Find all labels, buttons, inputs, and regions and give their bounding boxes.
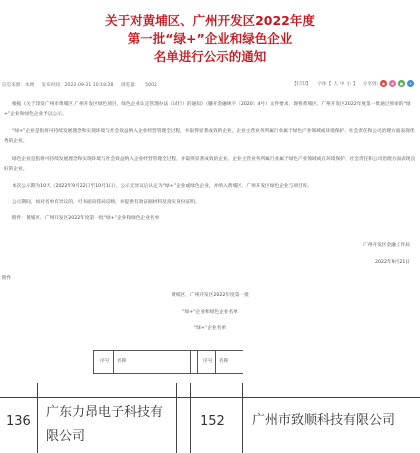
attachment-title-2: “绿+”企业和绿色企业名单 (182, 310, 238, 315)
attachment-label: 附件 (2, 276, 12, 281)
print-link[interactable]: 【打印】 (292, 81, 311, 87)
attachment-title-1: 黄埔区、广州开发区2022年度第一批 (171, 293, 249, 298)
weibo-share-icon[interactable]: ◉ (381, 81, 386, 86)
signature-date: 2022年9月21日 (375, 260, 410, 265)
page-title-line3: 名单进行公示的通知 (153, 49, 267, 64)
table-row-number-right: 152 (200, 414, 225, 429)
publish-time: 发布时间：2022-09-21 10:18:28 (41, 83, 114, 88)
font-end: 】 (353, 81, 358, 87)
source-label: 信息来源：本网 (2, 83, 35, 88)
font-medium-button[interactable]: 中 (339, 81, 345, 87)
share-label: 分享到: (362, 81, 378, 87)
body-paragraph-3: 绿色企业是指将可持续发展理念和实现环境与社会效益纳入企业经营管理全过程，并取得显著成效的企业。企业主营业务所属行业属于绿色产业领域或在环境保护、社会责任和公司治理方面表现良好的企业。 (4, 157, 416, 172)
attachment-table-header (93, 350, 243, 374)
column-header-name-right: 名称 (219, 359, 229, 364)
column-header-name-left: 名称 (117, 359, 127, 364)
page-title-line1: 关于对黄埔区、广州开发区2022年度 (105, 13, 315, 28)
page-title-line2: 第一批“绿+”企业和绿色企业 (127, 31, 293, 46)
signature-org: 广州开发区金融工作局 (363, 243, 410, 248)
table-row-company-left: 广东力昂电子科技有限公司 (46, 405, 164, 444)
table-row-company-right: 广州市致顺科技有限公司 (252, 413, 396, 428)
body-paragraph-5: 公示期间，如对名单有异议的，可书面向我局反映，并提供有效证据材料及真实身份证明。 (12, 200, 200, 205)
company-table (0, 383, 420, 453)
font-label: 字体【 (317, 81, 332, 87)
table-divider (93, 350, 94, 374)
table-divider (242, 383, 243, 453)
views-label: 浏览量： (120, 83, 140, 88)
table-divider (176, 383, 177, 453)
table-divider (190, 383, 191, 453)
column-header-number-left: 序号 (100, 359, 110, 364)
font-size-control (315, 81, 357, 87)
body-paragraph-2: “绿+”企业是指将可持续发展理念和实现环境与社会效益纳入企业经营管理全过程，并取得显著成效的企业。企业主营业务所属行业属于绿色产业领域或环境保护、社会责任和公司治理方面表现优秀的企业。 (4, 129, 415, 144)
article-meta-bar (0, 80, 420, 92)
qzone-share-icon[interactable]: ★ (390, 81, 395, 86)
wechat-share-icon[interactable]: ● (399, 81, 404, 86)
table-divider (190, 350, 191, 374)
table-divider (37, 383, 38, 453)
attachment-title-3: “绿+”企业名单 (193, 326, 227, 331)
table-row-number-left: 136 (6, 414, 31, 429)
font-small-button[interactable]: 小 (346, 81, 352, 87)
attachment-link[interactable]: 附件：黄埔区、广州开发区2022年度第一批“绿+”企业和绿色企业名单 (12, 216, 160, 221)
table-divider (197, 350, 198, 374)
body-paragraph-4: 本次公示期为10天（2022年9月22日至10月1日），公示无异议后认定为“绿+”企业或绿色企业，并纳入黄埔区、广州开发区绿色企业与项目库。 (12, 184, 313, 189)
more-share-icon[interactable]: + (408, 81, 413, 86)
table-divider (113, 350, 114, 374)
table-rule (0, 397, 420, 398)
table-divider (215, 350, 216, 374)
font-large-button[interactable]: 大 (333, 81, 338, 87)
views-count: 5002 (145, 83, 157, 88)
column-header-number-right: 序号 (203, 359, 213, 364)
body-paragraph-1: 根据《关于印发广州市黄埔区 广州开发区绿色项目、绿色企业认定管理办法（试行）的通知》（穗开金融规字〔2020〕4号）文件要求，现将黄埔区、广州开发区2022年度第一批通过预审的“绿+”企业和绿色企业予以公示。 (4, 102, 411, 117)
